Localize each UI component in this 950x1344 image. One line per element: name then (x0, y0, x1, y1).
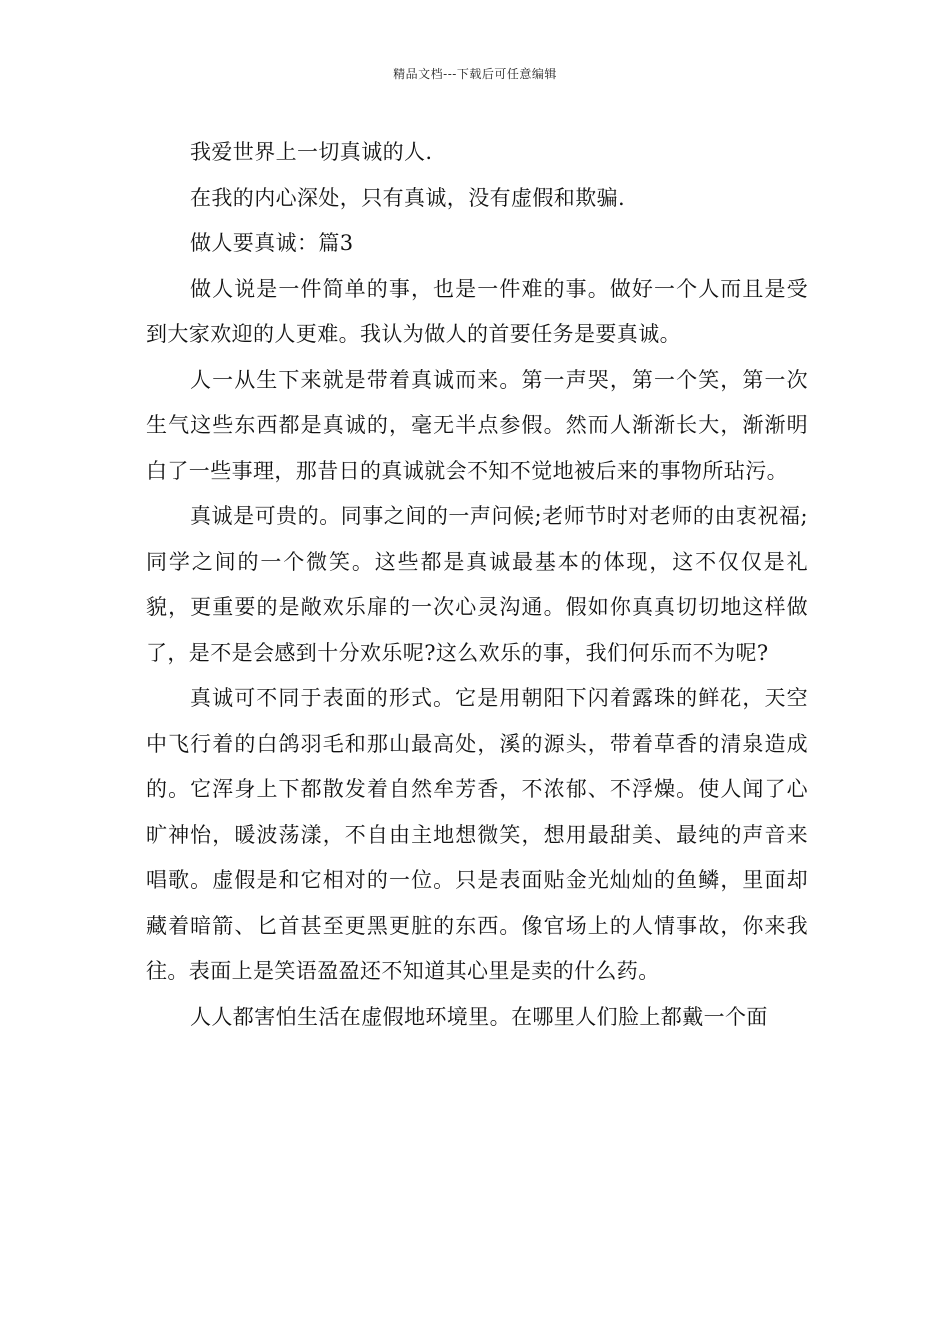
paragraph-5: 真诚是可贵的。同事之间的一声问候;老师节时对老师的由衷祝福;同学之间的一个微笑。这些都是真诚最基本的体现，这不仅仅是礼貌，更重要的是敞欢乐扉的一次心灵沟通。假如你真真切切地这样做了，是不是会感到十分欢乐呢?这么欢乐的事，我们何乐而不为呢? (146, 504, 808, 665)
section-heading: 做人要真诚：篇3 (190, 231, 354, 255)
paragraph-4: 人一从生下来就是带着真诚而来。第一声哭，第一个笑，第一次生气这些东西都是真诚的，毫无半点参假。然而人渐渐长大，渐渐明白了一些事理，那昔日的真诚就会不知不觉地被后来的事物所玷污。 (146, 367, 808, 483)
document-body (146, 130, 808, 1040)
paragraph-7: 人人都害怕生活在虚假地环境里。在哪里人们脸上都戴一个面 (190, 1004, 768, 1029)
paragraph-6: 真诚可不同于表面的形式。它是用朝阳下闪着露珠的鲜花，天空中飞行着的白鸽羽毛和那山最高处，溪的源头，带着草香的清泉造成的。它浑身上下都散发着自然牟芳香，不浓郁、不浮燥。使人闻了心旷神怡，暖波荡漾，不自由主地想微笑，想用最甜美、最纯的声音来唱歌。虚假是和它相对的一位。只是表面贴金光灿灿的鱼鳞，里面却藏着暗箭、匕首甚至更黑更脏的东西。像官场上的人情事故，你来我往。表面上是笑语盈盈还不知道其心里是卖的什么药。 (146, 686, 808, 983)
page-header: 精品文档---下载后可任意编辑 (393, 67, 557, 81)
paragraph-3: 做人说是一件简单的事，也是一件难的事。做好一个人而且是受到大家欢迎的人更难。我认为做人的首要任务是要真诚。 (146, 276, 808, 346)
paragraph-2: 在我的内心深处，只有真诚，没有虚假和欺骗. (190, 185, 626, 210)
paragraph-1: 我爱世界上一切真诚的人. (190, 140, 433, 164)
